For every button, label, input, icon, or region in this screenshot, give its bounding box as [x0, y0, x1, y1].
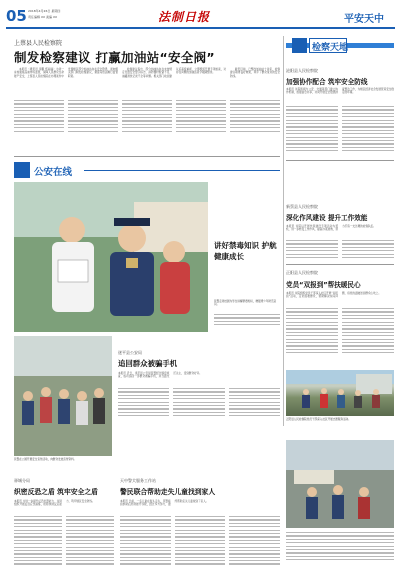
street-scene-illustration — [286, 440, 394, 528]
jiancha-org-3: 正阳县人民检察院 — [286, 270, 318, 275]
banner-icon — [292, 38, 307, 53]
lead-divider — [14, 156, 280, 157]
masthead — [6, 6, 395, 28]
officer-students-illustration — [14, 182, 208, 332]
paper-logo: 法制日报 — [158, 10, 211, 24]
jiancha-title-3: 党员“双报到”帮扶暖民心 — [286, 281, 361, 289]
jiancha-filler-1 — [286, 106, 394, 158]
gongan-title-3: 警民联合帮助走失儿童找到家人 — [120, 488, 216, 496]
gongan-body-1: 本报讯 近日，遂平县公安局民警经过缜密侦查，成功追回一部群众被骗手机，并当面交还失主，受到群众好评。 — [118, 372, 202, 379]
section-name: 平安天中 — [344, 14, 384, 25]
jiancha-divider-1 — [286, 160, 394, 161]
gongan-body-2: 本报讯 为进一步提升反恐处置能力，该局组织开展反恐应急演练，检验快速反应能力，筑牢辖区安全防线。 — [14, 500, 95, 507]
page-number: 05 — [6, 7, 27, 25]
gongan-body-3: 本报讯 日前，一名儿童在街头走失，民警接到求助后迅速展开寻找，经过多方努力，最终帮助走失儿童找到了家人。 — [120, 500, 209, 507]
jiancha-bottom-photo — [286, 440, 394, 528]
banner-label: 检察天地 — [312, 43, 349, 53]
jiancha-banner — [286, 38, 394, 53]
jiancha-bottom-filler — [286, 532, 394, 578]
jiancha-body-1: 本报讯 该院积极与公安、交通等部门建立协作机制，加强信息共享，共同开展安全隐患排查整治工作，为辖区经济社会发展营造安全稳定的环境。 — [286, 88, 394, 95]
gongan-filler-2 — [14, 516, 114, 578]
lead-text-filler — [14, 100, 280, 150]
masthead-rule — [6, 27, 395, 29]
jiancha-title-2: 深化作风建设 提升工作效能 — [286, 214, 368, 222]
jiancha-filler-2 — [286, 240, 394, 262]
jiancha-filler-3 — [286, 308, 394, 368]
lead-title: 制发检察建议 打赢加油站“安全阀” — [14, 50, 215, 65]
gongan-org-1: 遂平县公安局 — [118, 350, 142, 355]
jiancha-title-1: 加强协作配合 筑牢安全防线 — [286, 78, 368, 86]
jiancha-org-1: 泌阳县人民检察院 — [286, 68, 318, 73]
gongan-photo-caption: 民警走进校园为学生讲解禁毒知识，增强青少年防范意识。 — [214, 300, 277, 307]
gongan-caption-filler — [214, 314, 280, 332]
jiancha-photo — [286, 370, 394, 416]
jiancha-org-2: 新蔡县人民检察院 — [286, 204, 318, 209]
jiancha-body-2: 本报讯 该院以开展作风建设专项活动为契机，进一步转变工作作风，提高办案质效，努力打造一支过硬的检察队伍。 — [286, 225, 376, 232]
gongan-filler-1 — [118, 388, 280, 432]
lead-kicker: 上蔡县人民检察院 — [14, 40, 63, 47]
gongan-filler-3 — [120, 516, 280, 578]
crowd-illustration — [14, 336, 112, 456]
gongan-main-photo — [14, 182, 208, 332]
date-line: 2018年4月26日 星期四 — [28, 9, 61, 13]
jiancha-body-3: 本报讯 该院组织党员干部深入社区开展“双报到”活动，走访困难群众，帮助解决实际问题，将党的温暖送到群众心坎上。 — [286, 292, 381, 299]
gongan-title-2: 织密反恐之盾 筑牢安全之盾 — [14, 488, 98, 496]
editor-line: 责任编辑 XX 美编 XX — [28, 15, 58, 19]
jiancha-divider-2 — [286, 264, 394, 265]
lead-paragraph: 本报讯（通讯员 李鹏 郑丽丽）为进一步加强成品油市场监管，保障人民群众生命财产安全，上蔡县人民检察院在办理案件中发现辖区部分加油站存在安全隐患，遂向相关部门制发检察建议，督促其依法履行监管职责。 — [14, 68, 118, 78]
jiancha-photo-caption: 正阳县人民检察院党员干部深入社区开展志愿服务活动。 — [286, 418, 351, 421]
gongan-banner-line — [84, 170, 280, 171]
gongan-title-1: 追回群众被骗手机 — [118, 359, 178, 368]
gongan-org-3: 天中警犬服务工作站 — [120, 478, 156, 483]
gongan-banner — [14, 162, 280, 178]
gongan-org-2: 驿城分局 — [14, 478, 30, 483]
gongan-crowd-photo — [14, 336, 112, 456]
lead-paragraph: 截至目前，已整改加油站十余家，检察建议取得良好效果，筑牢了群众身边的安全防线。 — [230, 68, 280, 78]
gongan-label: 公安在线 — [34, 167, 73, 178]
column-divider — [283, 36, 284, 426]
gongan-bottom-caption: 民警在公园开展安全宣传活动，向群众发放宣传资料。 — [14, 458, 77, 461]
community-people-illustration — [286, 370, 394, 416]
gongan-icon — [14, 162, 30, 178]
lead-paragraph: 检察建议指出，部分加油站存在未按规定设置安全警示标志、消防器材配备不足、油罐清洗记录不全等问题。相关部门收到建议后高度重视，立即组织开展专项检查，对存在问题的加油站责令限期整改。 — [122, 68, 226, 78]
gongan-photo-headline: 讲好禁毒知识 护航健康成长 — [214, 241, 277, 261]
